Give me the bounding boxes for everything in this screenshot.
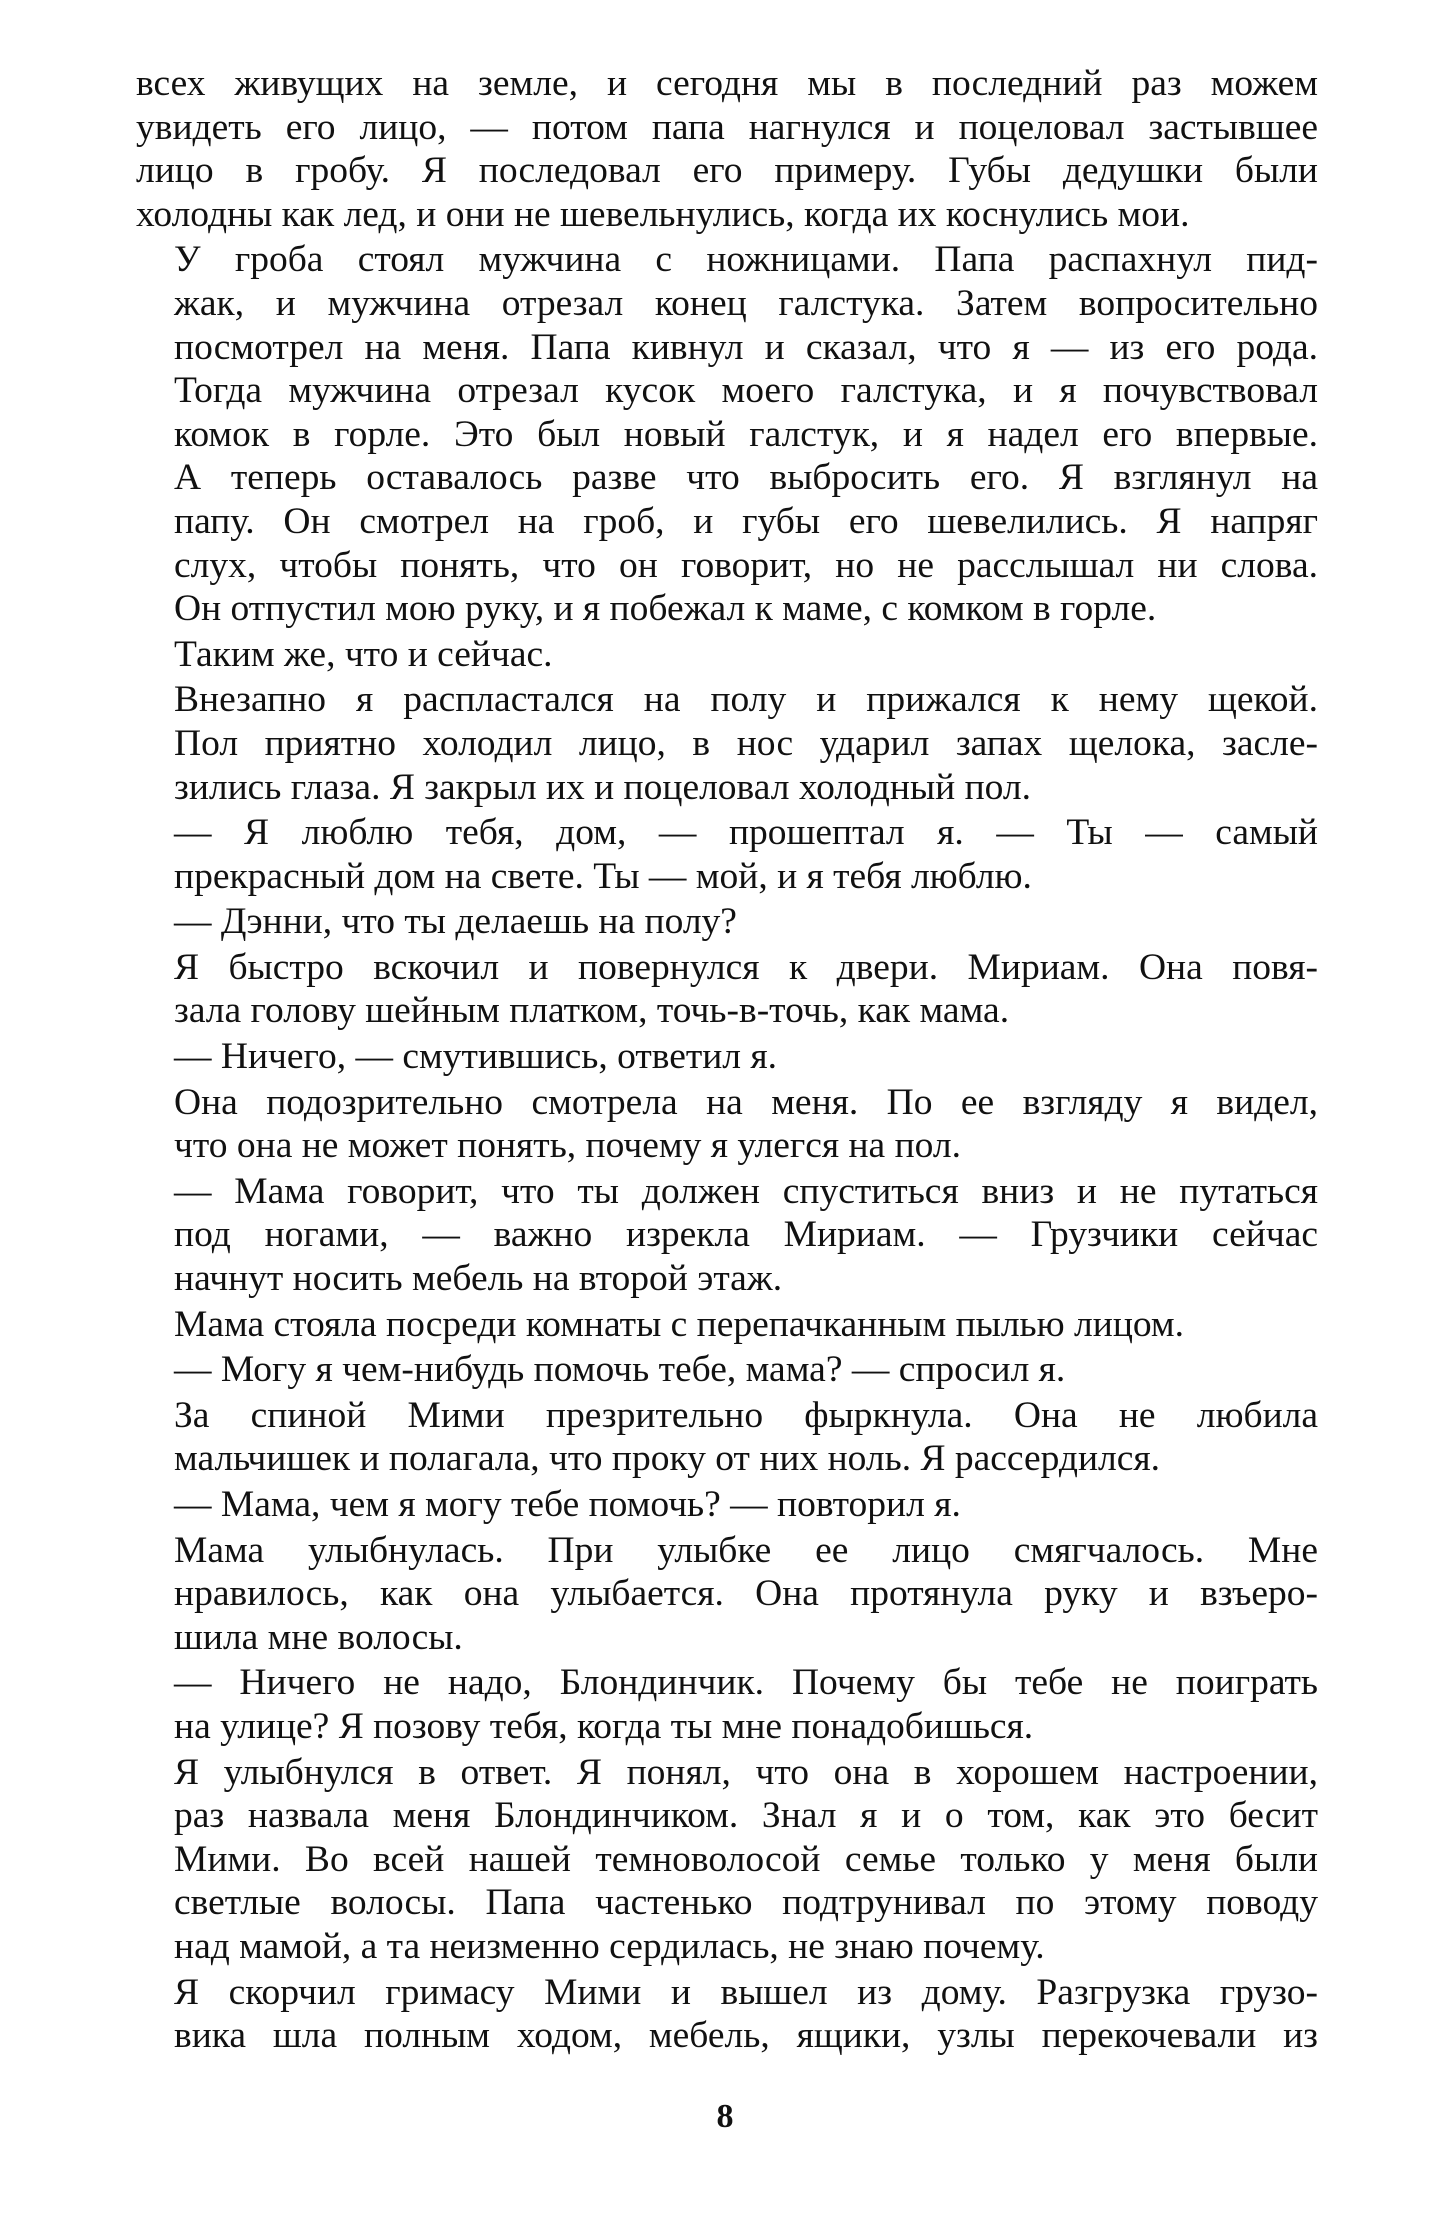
text-line: жак, и мужчина отрезал конец галстука. Затем вопросительно	[174, 282, 1318, 324]
text-line: прекрасный дом на свете. Ты — мой, и я тебя люблю.	[174, 855, 1032, 897]
text-line: Она подозрительно смотрела на меня. По ее взгляду я видел,	[174, 1081, 1318, 1123]
text-line: Я улыбнулся в ответ. Я понял, что она в хорошем настроении,	[174, 1751, 1318, 1793]
text-line: — Мама говорит, что ты должен спуститься вниз и не путаться	[174, 1170, 1318, 1212]
text-line: начнут носить мебель на второй этаж.	[174, 1258, 783, 1300]
text-line: зала голову шейным платком, точь-в-точь, как мама.	[174, 990, 1010, 1032]
paragraph	[136, 1081, 1318, 1168]
text-line: — Я люблю тебя, дом, — прошептал я. — Ты — самый	[174, 812, 1318, 854]
text-line: Он отпустил мою руку, и я побежал к маме, с комком в горле.	[174, 588, 1157, 630]
text-line: Пол приятно холодил лицо, в нос ударил запах щелока, засле-	[174, 722, 1318, 764]
page-number: 8	[716, 2098, 734, 2135]
text-line: слух, чтобы понять, что он говорит, но не расслышал ни слова.	[174, 544, 1318, 586]
text-line: За спиной Мими презрительно фыркнула. Она не любила	[174, 1394, 1318, 1436]
text-line: папу. Он смотрел на гроб, и губы его шевелились. Я напряг	[174, 500, 1318, 542]
text-line: лицо в гробу. Я последовал его примеру. Губы дедушки были	[136, 150, 1318, 192]
text-line: Мама стояла посреди комнаты с перепачканным пылью лицом.	[174, 1303, 1185, 1345]
text-line: шила мне волосы.	[174, 1616, 463, 1658]
text-line: комок в горле. Это был новый галстук, и я надел его впервые.	[174, 413, 1318, 455]
text-line: посмотрел на меня. Папа кивнул и сказал, что я — из его рода.	[174, 326, 1318, 368]
paragraph	[136, 1035, 1318, 1079]
paragraph	[136, 900, 1318, 944]
paragraph	[136, 678, 1318, 809]
paragraph	[136, 1303, 1318, 1347]
paragraph	[136, 62, 1318, 236]
text-line: Я быстро вскочил и повернулся к двери. Мириам. Она повя-	[174, 946, 1318, 988]
text-line: Таким же, что и сейчас.	[174, 633, 553, 675]
text-line: увидеть его лицо, — потом папа нагнулся и поцеловал застывшее	[136, 106, 1318, 148]
paragraph	[136, 1661, 1318, 1748]
paragraph	[136, 1529, 1318, 1660]
text-line: — Дэнни, что ты делаешь на полу?	[174, 901, 737, 943]
book-page-text	[136, 62, 1318, 2060]
text-line: А теперь оставалось разве что выбросить его. Я взглянул на	[174, 457, 1318, 499]
paragraph	[136, 1394, 1318, 1481]
text-line: холодны как лед, и они не шевельнулись, когда их коснулись мои.	[136, 193, 1190, 235]
text-line: У гроба стоял мужчина с ножницами. Папа распахнул пид-	[174, 239, 1318, 281]
text-line: что она не может понять, почему я улегся на пол.	[174, 1125, 961, 1167]
text-line: нравилось, как она улыбается. Она протянула руку и взъеро-	[174, 1573, 1318, 1615]
paragraph	[136, 1483, 1318, 1527]
text-line: — Могу я чем-нибудь помочь тебе, мама? — спросил я.	[174, 1349, 1066, 1391]
paragraph	[136, 1170, 1318, 1301]
paragraph	[136, 1751, 1318, 1969]
text-line: Я скорчил гримасу Мими и вышел из дому. Разгрузка грузо-	[174, 1971, 1318, 2013]
text-line: Мими. Во всей нашей темноволосой семье только у меня были	[174, 1838, 1318, 1880]
text-line: Мама улыбнулась. При улыбке ее лицо смягчалось. Мне	[174, 1529, 1318, 1571]
text-line: мальчишек и полагала, что проку от них ноль. Я рассердился.	[174, 1438, 1161, 1480]
text-line: светлые волосы. Папа частенько подтрунивал по этому поводу	[174, 1882, 1318, 1924]
text-line: над мамой, а та неизменно сердилась, не знаю почему.	[174, 1925, 1045, 1967]
text-line: на улице? Я позову тебя, когда ты мне понадобишься.	[174, 1705, 1034, 1747]
text-line: зились глаза. Я закрыл их и поцеловал холодный пол.	[174, 766, 1031, 808]
paragraph	[136, 1348, 1318, 1392]
text-line: всех живущих на земле, и сегодня мы в последний раз можем	[136, 63, 1318, 104]
text-line: Тогда мужчина отрезал кусок моего галстука, и я почувствовал	[174, 370, 1318, 412]
text-line: под ногами, — важно изрекла Мириам. — Грузчики сейчас	[174, 1214, 1318, 1256]
paragraph	[136, 946, 1318, 1033]
text-line: раз назвала меня Блондинчиком. Знал я и о том, как это бесит	[174, 1795, 1318, 1837]
paragraph	[136, 633, 1318, 677]
paragraph	[136, 1971, 1318, 2058]
paragraph	[136, 811, 1318, 898]
text-line: Внезапно я распластался на полу и прижался к нему щекой.	[174, 679, 1318, 721]
paragraph	[136, 238, 1318, 630]
text-line: — Мама, чем я могу тебе помочь? — повторил я.	[174, 1484, 961, 1525]
text-line: — Ничего не надо, Блондинчик. Почему бы тебе не поиграть	[174, 1662, 1318, 1704]
text-line: вика шла полным ходом, мебель, ящики, узлы перекочевали из	[174, 2015, 1318, 2057]
text-line: — Ничего, — смутившись, ответил я.	[174, 1036, 778, 1078]
